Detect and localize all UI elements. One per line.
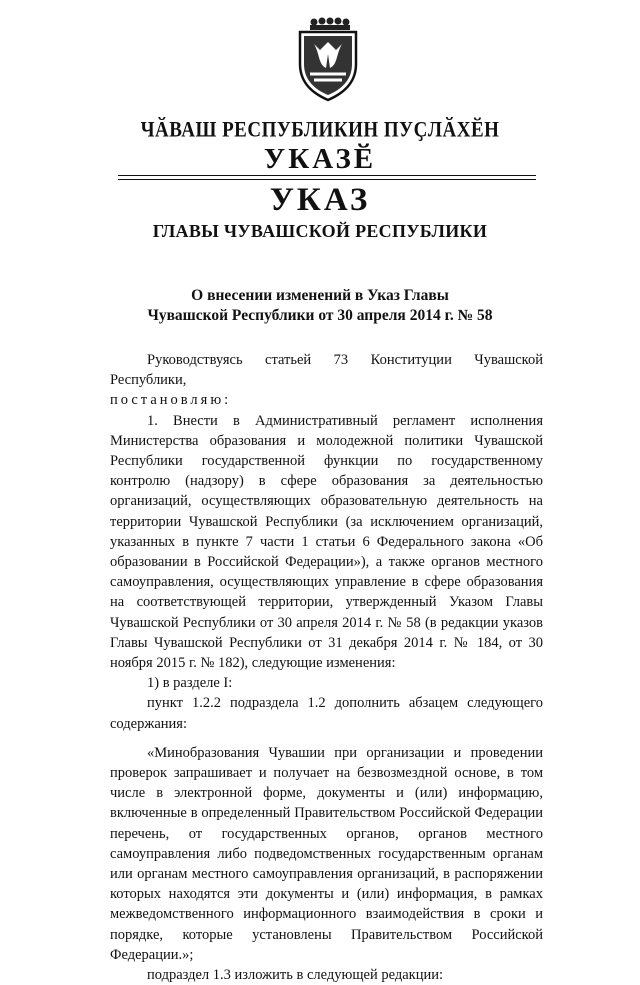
subitem-1-paragraph: 1) в разделе I: <box>147 675 233 692</box>
item-1-paragraph: 1. Внести в Административный регламент исполнения Министерства образования и молодежной политики Чувашской Республики государственной функции по государственному контролю (надзору) в сфере образования за деятельностью организаций, осуществляющих образовательную деятельность на территории Чувашской Республики (за исключением организаций, указанных в пункте 7 части 1 статьи 6 Федерального закона «Об образовании в Российской Федерации»), а также органов местного самоуправления, осуществляющих управление в сфере образования на соответствующей территории, утвержденный Указом Главы Чувашской Республики от 30 апреля 2014 г. № 58 (в редакции указов Главы Чувашской Республики от 31 декабря 2014 г. № 184, от 30 ноября 2015 г. № 182), следующие изменения: <box>110 412 543 672</box>
subject-line-1: О внесении изменений в Указ Главы <box>191 287 449 304</box>
coat-of-arms-emblem <box>292 14 364 102</box>
chuvash-header-title: ЧӐВАШ РЕСПУБЛИКИН ПУҪЛӐХӖН <box>140 118 500 143</box>
quoted-amendment-paragraph: «Минобразования Чувашии при организации и проведении проверок запрашивает и получает на безвозмездной основе, в том числе в электронной форме, документы и (или) информацию, включенные в определенный Правительством Российской Федерации перечень, от государственных органов, органов местного самоуправления либо подведомственных государственным органам или органам местного самоуправления организаций, в распоряжении которых находятся эти документы и (или) информация, в рамках межведомственного информационного взаимодействия в сроки и порядке, которые установлены Правительством Российской Федерации.»; <box>110 744 543 963</box>
divider-line <box>118 179 536 180</box>
subsection-1-3-paragraph: подраздел 1.3 изложить в следующей редакции: <box>147 967 444 984</box>
preamble-paragraph: Руководствуясь статьей 73 Конституции Чувашской Республики, <box>110 352 543 389</box>
resolves-word: постановляю: <box>110 392 232 409</box>
decree-issuer: ГЛАВЫ ЧУВАШСКОЙ РЕСПУБЛИКИ <box>152 221 488 241</box>
subject-line-2: Чувашской Республики от 30 апреля 2014 г. № 58 <box>147 307 493 324</box>
chuvash-decree-word: УКАЗӖ <box>263 143 377 175</box>
point-1-2-2-paragraph: пункт 1.2.2 подраздела 1.2 дополнить абзацем следующего содержания: <box>110 695 543 732</box>
decree-body <box>110 350 543 985</box>
divider-line <box>118 175 536 176</box>
decree-title: УКАЗ <box>269 182 371 218</box>
decree-subject <box>0 286 640 326</box>
